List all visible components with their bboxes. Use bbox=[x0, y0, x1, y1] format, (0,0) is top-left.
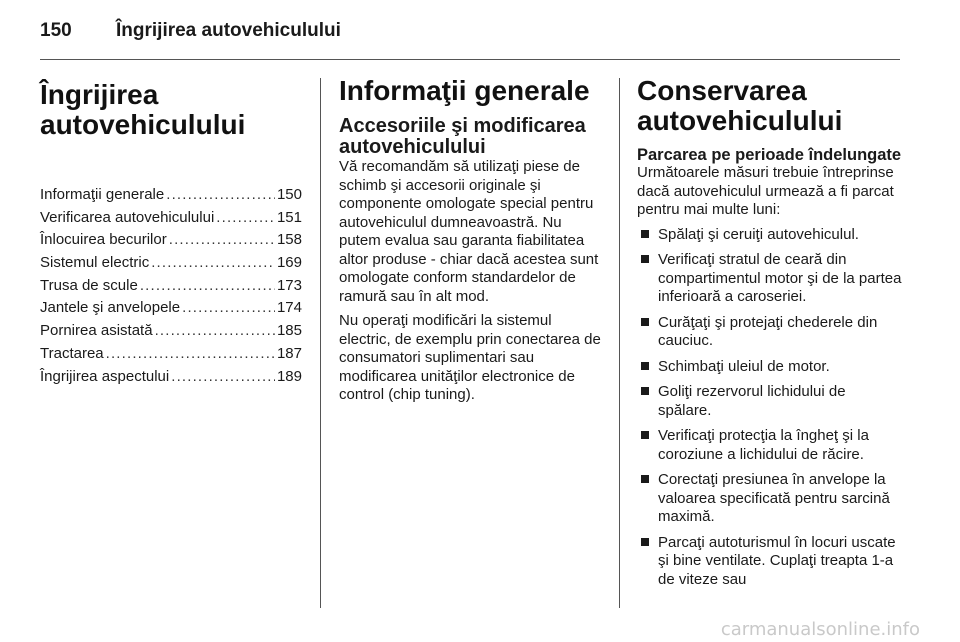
subsection-title: Accesoriile şi modificarea autovehiculului bbox=[339, 115, 586, 158]
toc-label: Tractarea bbox=[40, 344, 104, 362]
column-divider-2 bbox=[619, 78, 620, 608]
square-bullet-icon bbox=[641, 255, 649, 263]
toc-page: 151 bbox=[276, 208, 302, 226]
list-item-text: Schimbaţi uleiul de motor. bbox=[658, 357, 830, 375]
list-item-text: Verificaţi protecţia la îngheţ şi la coroziune a lichidului de răcire. bbox=[658, 427, 869, 463]
list-item-text: Spălaţi şi ceruiţi autovehiculul. bbox=[658, 225, 859, 243]
running-title: Îngrijirea autovehiculului bbox=[116, 20, 341, 41]
page-number: 150 bbox=[40, 20, 72, 41]
toc-entry[interactable] bbox=[40, 299, 302, 322]
list-item-text: Parcaţi autoturismul în locuri uscate şi bine ventilate. Cuplaţi treapta 1-a de viteze sau bbox=[658, 533, 896, 588]
toc-page: 150 bbox=[276, 186, 302, 203]
subsection-title: Parcarea pe perioade îndelungate bbox=[637, 146, 902, 164]
table-of-contents bbox=[40, 186, 302, 390]
square-bullet-icon bbox=[641, 475, 649, 483]
toc-leader bbox=[171, 368, 275, 386]
toc-page: 169 bbox=[276, 254, 302, 272]
measures-list bbox=[637, 226, 903, 590]
toc-label: Informaţii generale bbox=[40, 186, 165, 203]
toc-page: 158 bbox=[276, 231, 302, 249]
paragraph: Nu operaţi modificări la sistemul electric, de exemplu prin conectarea de consumatori suplimentari sau modificarea unităţilor electronice de control (chip tuning). bbox=[339, 312, 601, 403]
list-item bbox=[637, 427, 903, 464]
toc-leader bbox=[140, 277, 275, 295]
toc-entry[interactable] bbox=[40, 231, 302, 254]
square-bullet-icon bbox=[641, 387, 649, 395]
square-bullet-icon bbox=[641, 538, 649, 546]
list-item bbox=[637, 383, 903, 420]
watermark: carmanualsonline.info bbox=[720, 619, 920, 640]
toc-label: Înlocuirea becurilor bbox=[40, 231, 167, 249]
toc-entry[interactable] bbox=[40, 186, 302, 209]
toc-leader bbox=[106, 345, 275, 363]
toc-leader bbox=[169, 231, 275, 249]
toc-entry[interactable] bbox=[40, 322, 302, 345]
list-item bbox=[637, 226, 903, 245]
toc-leader bbox=[166, 186, 275, 204]
toc-label: Sistemul electric bbox=[40, 254, 150, 272]
column-divider-1 bbox=[320, 78, 321, 608]
list-item bbox=[637, 471, 903, 527]
toc-page: 174 bbox=[276, 299, 302, 317]
toc-label: Verificarea autovehiculului bbox=[40, 208, 215, 226]
column-contents bbox=[40, 72, 302, 390]
square-bullet-icon bbox=[641, 431, 649, 439]
paragraph: Vă recomandăm să utilizaţi piese de schimb şi accesorii originale şi componente omologate special pentru autovehiculul dumneavoastră. Nu putem evalua sau garanta fiabilitatea altor produse - chiar dacă acestea sunt omologate conform standardelor de ramură sau în alt mod. bbox=[339, 158, 599, 305]
column-vehicle-storage bbox=[637, 72, 903, 596]
toc-page: 173 bbox=[276, 276, 302, 294]
list-item-text: Curăţaţi şi protejaţi chederele din cauciuc. bbox=[658, 313, 878, 349]
toc-entry[interactable] bbox=[40, 368, 302, 391]
toc-leader bbox=[155, 322, 275, 340]
section-title: Conservarea autovehiculului bbox=[637, 75, 843, 136]
toc-label: Îngrijirea aspectului bbox=[40, 367, 170, 385]
toc-leader bbox=[182, 299, 275, 317]
toc-leader bbox=[151, 254, 275, 272]
toc-leader bbox=[216, 209, 275, 227]
square-bullet-icon bbox=[641, 318, 649, 326]
list-item-text: Corectaţi presiunea în anvelope la valoarea specificată pentru sarcină maximă. bbox=[658, 471, 890, 525]
square-bullet-icon bbox=[641, 362, 649, 370]
intro-paragraph: Următoarele măsuri trebuie întreprinse dacă autovehiculul urmează a fi parcat pentru mai multe luni: bbox=[637, 164, 894, 218]
list-item bbox=[637, 358, 903, 377]
toc-entry[interactable] bbox=[40, 254, 302, 277]
section-title: Informaţii generale bbox=[339, 75, 590, 106]
toc-entry[interactable] bbox=[40, 277, 302, 300]
list-item-text: Goliţi rezervorul lichidului de spălare. bbox=[658, 383, 846, 419]
list-item bbox=[637, 534, 903, 590]
toc-entry[interactable] bbox=[40, 345, 302, 368]
list-item bbox=[637, 251, 903, 307]
list-item bbox=[637, 314, 903, 351]
header-divider bbox=[40, 59, 900, 60]
square-bullet-icon bbox=[641, 230, 649, 238]
chapter-title: Îngrijirea autovehiculului bbox=[40, 79, 246, 140]
toc-label: Trusa de scule bbox=[40, 276, 138, 294]
toc-page: 189 bbox=[276, 367, 302, 385]
page-header bbox=[40, 16, 920, 60]
toc-entry[interactable] bbox=[40, 209, 302, 232]
toc-label: Pornirea asistată bbox=[40, 322, 153, 340]
toc-page: 185 bbox=[276, 322, 302, 340]
toc-label: Jantele şi anvelopele bbox=[40, 299, 181, 317]
list-item-text: Verificaţi stratul de ceară din compartimentul motor şi de la partea inferioară a caroseriei. bbox=[658, 251, 902, 305]
toc-page: 187 bbox=[276, 344, 302, 362]
column-general-info bbox=[339, 72, 605, 405]
